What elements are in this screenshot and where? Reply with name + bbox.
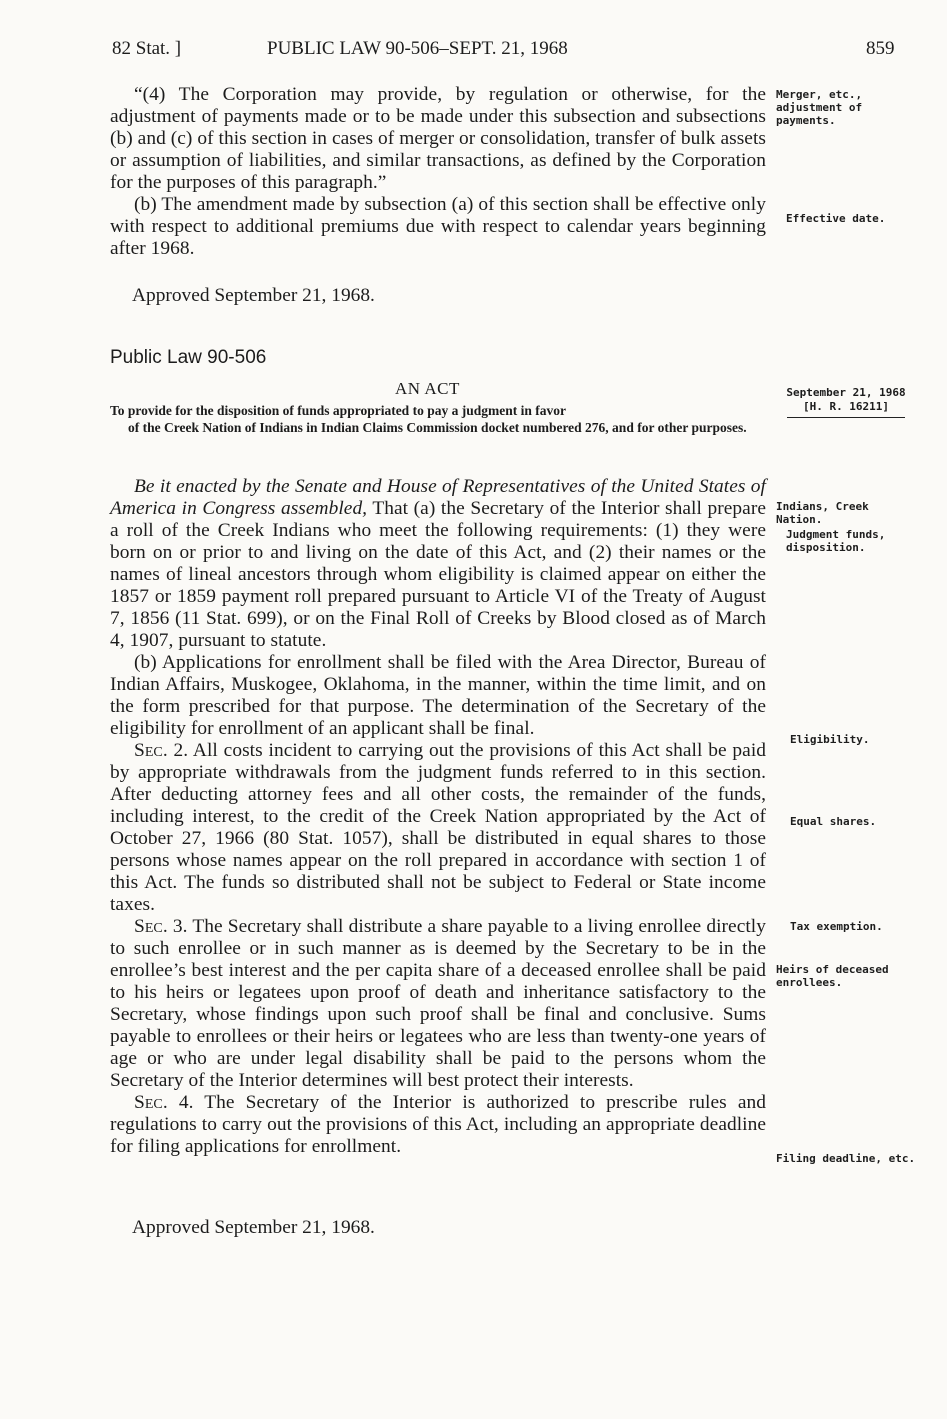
margin-note-tax-exemption: Tax exemption. xyxy=(790,920,883,933)
bill-reference xyxy=(776,386,916,418)
section-2-text: 2. All costs incident to carrying out the provisions of this Act shall be paid by appropriate withdrawals from the judgment funds referred to in this section. After deducting attorney fees and all other costs, the remainder of the funds, including interest, to the credit of the Creek Nation appropriated by the Act of October 27, 1966 (80 Stat. 1057), shall be distributed in equal shares to those persons whose names appear on the roll prepared in accordance with section 1 of this Act. The funds so distributed shall not be subject to Federal or State income taxes. xyxy=(110,740,766,915)
intro-paragraph-4: “(4) The Corporation may provide, by regulation or otherwise, for the adjustment of payments made or to be made under this subsection and subsections (b) and (c) of this section in cases of merger or consolidation, transfer of bulk assets or assumption of liabilities, and similar transactions, as defined by the Corporation for the purposes of this paragraph.” xyxy=(110,84,766,193)
act-description xyxy=(110,402,762,436)
section-1a-text: That (a) the Secretary of the Interior shall prepare a roll of the Creek Indians who meet the following requirements: (1) they were born on or prior to and living on the date of this Act, and (2) their names or the names of lineal ancestors through whom eligibility is claimed appear on either the 1857 or 1859 payment roll prepared pursuant to Article VI of the Treaty of August 7, 1856 (11 Stat. 699), or on the Final Roll of Creeks by Blood closed as of March 4, 1907, pursuant to statute. xyxy=(110,498,766,651)
bill-date: September 21, 1968 xyxy=(786,386,906,399)
section-4 xyxy=(110,1092,766,1158)
enacting-clause: Be it enacted by the Senate and House of Representatives of the United States of America in Congress assembled, xyxy=(110,476,766,519)
section-2-label: Sec. xyxy=(134,740,168,761)
approval-date-1: Approved September 21, 1968. xyxy=(132,285,375,306)
margin-note-indians: Indians, Creek Nation. xyxy=(776,500,869,526)
margin-note-heirs: Heirs of deceased enrollees. xyxy=(776,963,889,989)
bill-number: [H. R. 16211] xyxy=(802,400,890,413)
header-title: PUBLIC LAW 90-506–SEPT. 21, 1968 xyxy=(267,38,568,59)
section-2 xyxy=(110,740,766,916)
act-description-line1: To provide for the disposition of funds appropriated to pay a judgment in favor xyxy=(110,403,566,418)
page-number: 859 xyxy=(866,38,895,59)
approval-date-2: Approved September 21, 1968. xyxy=(132,1217,375,1238)
section-3-label: Sec. xyxy=(134,916,168,937)
section-1a xyxy=(110,476,766,652)
section-4-text: 4. The Secretary of the Interior is authorized to prescribe rules and regulations to carry out the provisions of this Act, including an appropriate deadline for filing applications for enrollment. xyxy=(110,1092,766,1157)
section-3 xyxy=(110,916,766,1092)
header-stat-ref: 82 Stat. ] xyxy=(112,38,182,59)
margin-note-merger: Merger, etc., adjustment of payments. xyxy=(776,88,863,127)
intro-block xyxy=(110,84,766,260)
section-1b: (b) Applications for enrollment shall be filed with the Area Director, Bureau of Indian Affairs, Muskogee, Oklahoma, in the manner, within the time limit, and on the form prescribed for that purpose. The determination of the Secretary of the eligibility for enrollment of an applicant shall be final. xyxy=(110,652,766,739)
bill-rule xyxy=(787,417,905,418)
margin-note-judgment: Judgment funds, disposition. xyxy=(786,528,886,554)
margin-note-effective-date: Effective date. xyxy=(786,212,886,225)
act-description-rest: of the Creek Nation of Indians in Indian Claims Commission docket numbered 276, and for other purposes. xyxy=(128,420,747,435)
margin-note-equal-shares: Equal shares. xyxy=(790,815,877,828)
section-3-text: 3. The Secretary shall distribute a share payable to a living enrollee directly to such enrollee or in such manner as is deemed by the Secretary to be in the enrollee’s best interest and the per capita share of a deceased enrollee shall be paid to his heirs or legatees upon proof of death and inheritance satisfactory to the Secretary, whose findings upon such proof shall be final and conclusive. Sums payable to enrollees or their heirs or legatees who are less than twenty-one years of age or who are under legal disability shall be paid to the persons whom the Secretary of the Interior determines will best protect their interests. xyxy=(110,916,766,1091)
public-law-title: Public Law 90-506 xyxy=(110,347,267,368)
act-body xyxy=(110,476,766,1158)
margin-note-eligibility: Eligibility. xyxy=(790,733,870,746)
act-label: AN ACT xyxy=(395,379,460,398)
intro-paragraph-b: (b) The amendment made by subsection (a) of this section shall be effective only with respect to additional premiums due with respect to calendar years beginning after 1968. xyxy=(110,194,766,259)
margin-note-filing: Filing deadline, etc. xyxy=(776,1152,916,1165)
section-4-label: Sec. xyxy=(134,1092,168,1113)
